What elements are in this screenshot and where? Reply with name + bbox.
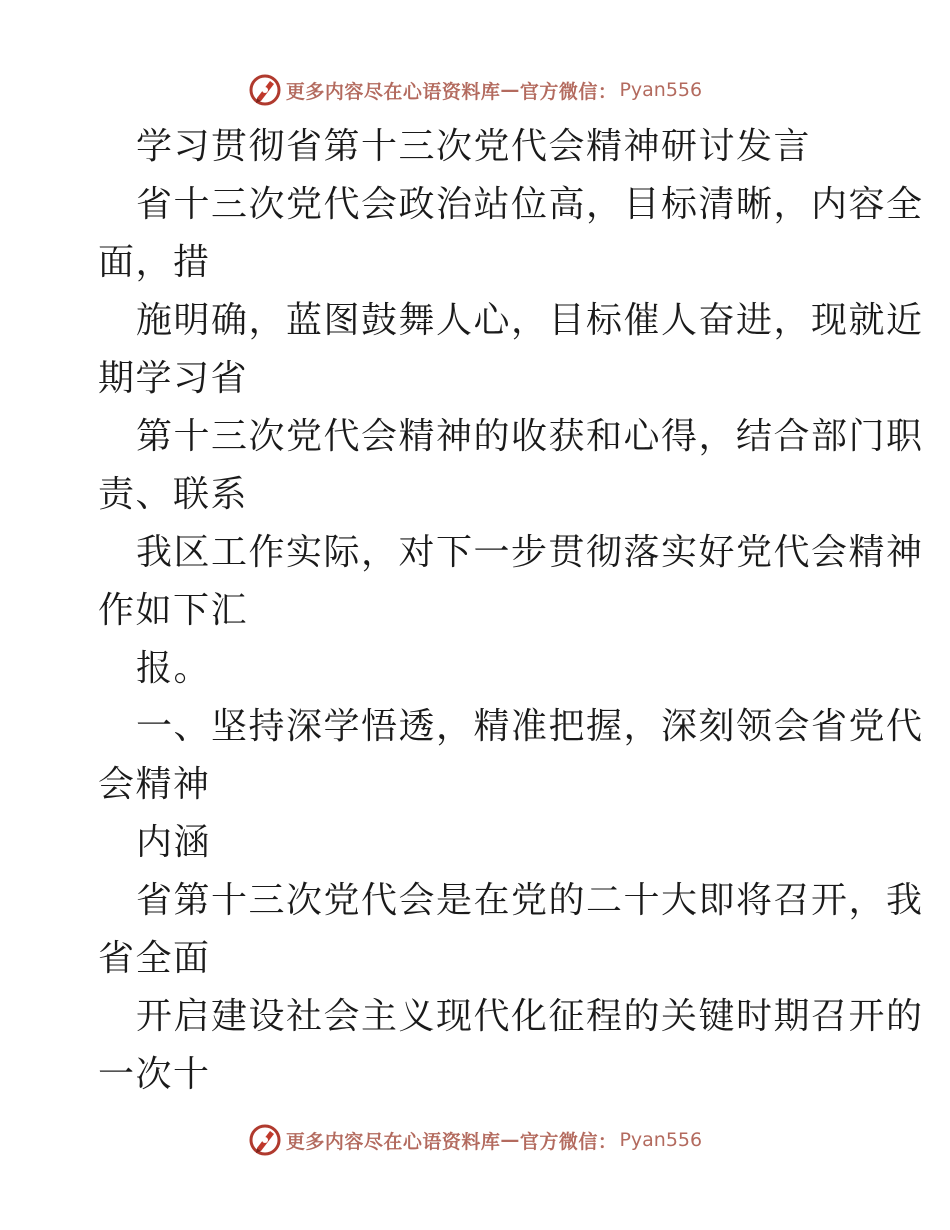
text-line: 报。 [136,648,212,689]
section-heading-continued: 内涵 [136,822,212,863]
pen-logo-icon [248,1123,282,1157]
section-heading: 一、坚持深学悟透，精准把握，深刻领会省党代 [136,706,924,747]
text-line: 期学习省 [98,358,249,399]
header-banner [0,70,950,110]
text-line: 责、联系 [98,474,249,515]
text-line: 作如下汇 [98,590,249,631]
banner-contact-label: 官方微信： [519,1130,618,1153]
document-body [98,118,924,1104]
document-title: 学习贯彻省第十三次党代会精神研讨发言 [136,126,812,167]
banner-separator: — [500,1129,520,1151]
banner-contact-label: 官方微信： [519,80,618,103]
banner-text: 更多内容尽在心语资料库 [285,1130,501,1153]
banner-contact-handle: Pyan556 [619,1129,703,1151]
section-heading-continued: 会精神 [98,764,211,805]
text-line: 第十三次党代会精神的收获和心得，结合部门职 [136,416,924,457]
text-line: 面，措 [98,242,211,283]
text-line: 省第十三次党代会是在党的二十大即将召开，我 [136,880,924,921]
text-line: 省全面 [98,938,211,979]
text-line: 一次十 [98,1054,211,1095]
banner-text: 更多内容尽在心语资料库 [285,80,501,103]
footer-banner [0,1120,950,1160]
banner-contact-handle: Pyan556 [619,79,703,101]
text-line: 省十三次党代会政治站位高，目标清晰，内容全 [136,184,924,225]
banner-separator: — [500,79,520,101]
text-line: 开启建设社会主义现代化征程的关键时期召开的 [136,996,924,1037]
text-line: 我区工作实际，对下一步贯彻落实好党代会精神 [136,532,924,573]
text-line: 施明确，蓝图鼓舞人心，目标催人奋进，现就近 [136,300,924,341]
pen-logo-icon [248,73,282,107]
